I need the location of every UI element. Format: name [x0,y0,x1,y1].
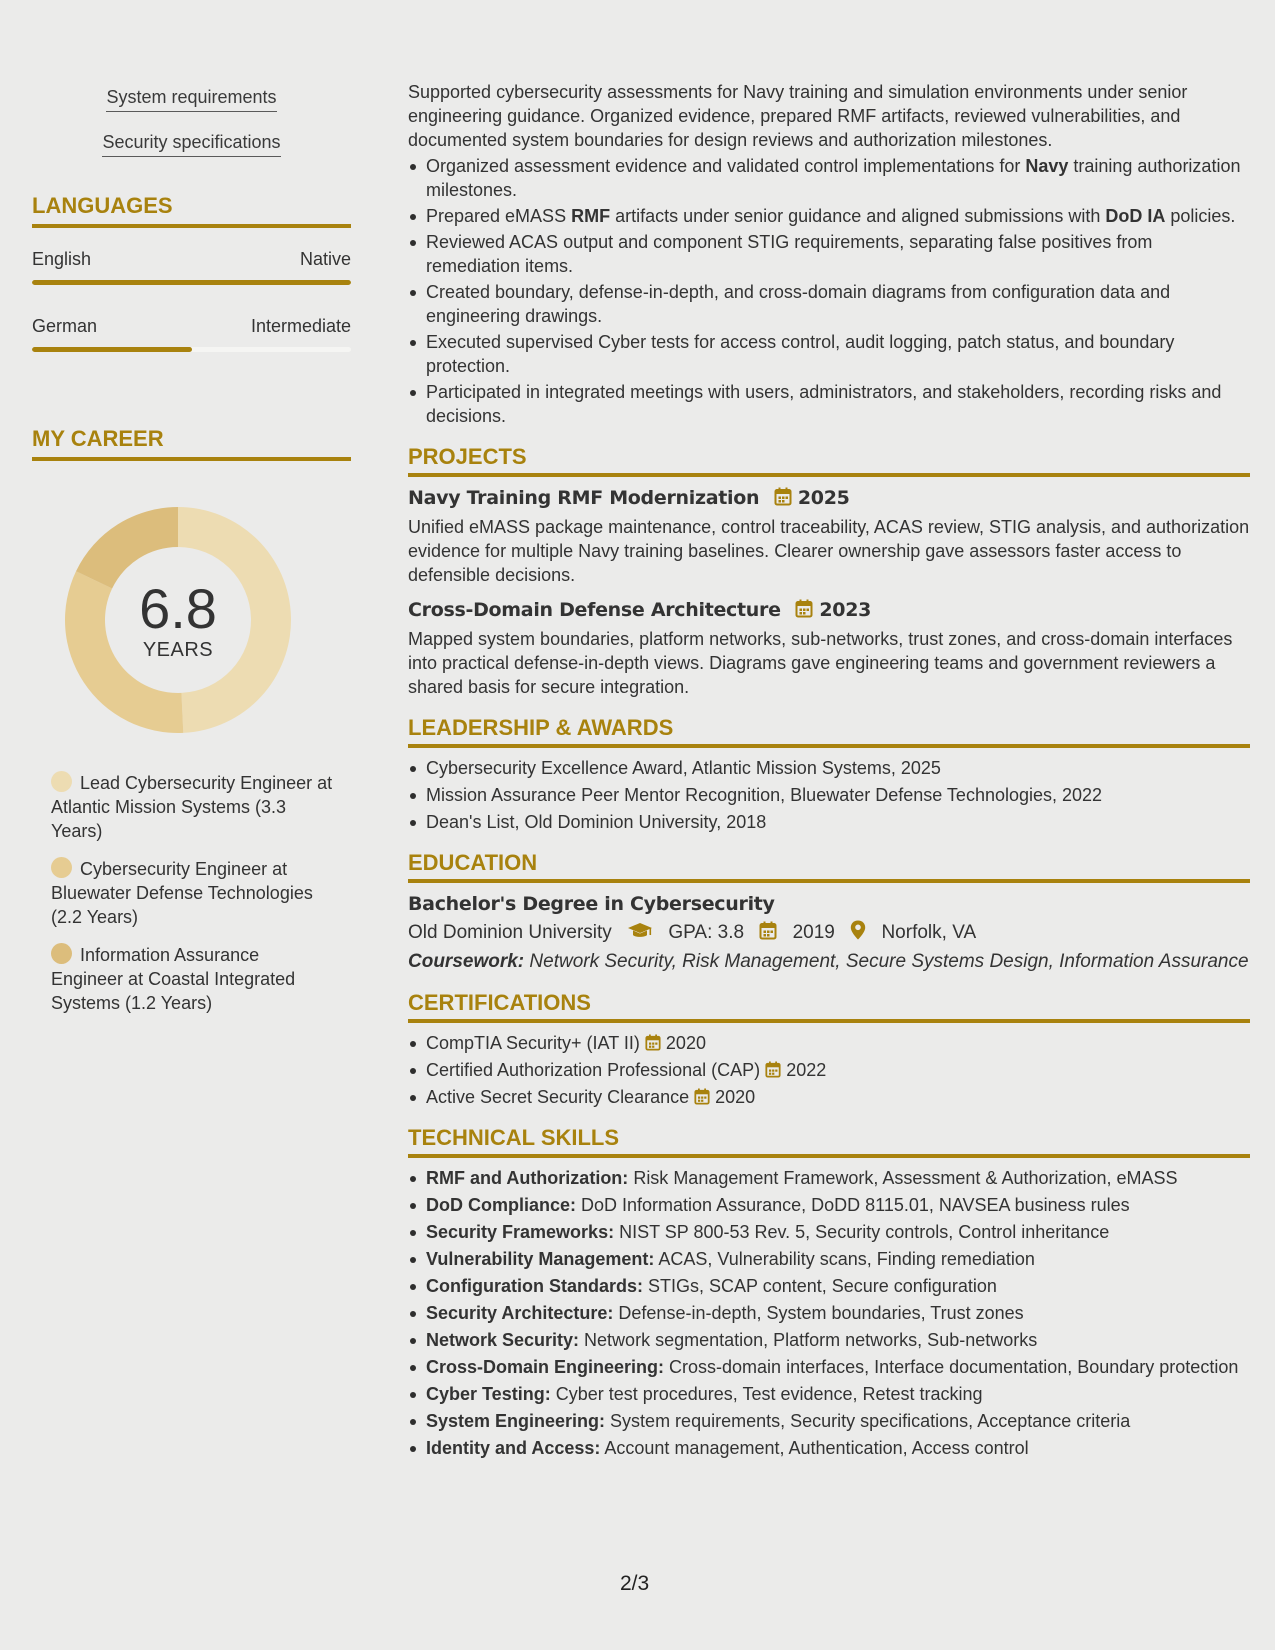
technical-skills-heading: TECHNICAL SKILLS [408,1125,1250,1158]
graduation-cap-icon [627,922,653,940]
language-item [32,315,351,352]
experience-bullets [408,154,1250,428]
education-coursework: Coursework: Network Security, Risk Management, Secure Systems Design, Information Assurance [408,951,1249,972]
project-year: 2023 [819,599,872,621]
skill-tag: Security specifications [102,131,280,157]
career-total-years: 6.8 [139,577,217,640]
education-gpa: GPA: 3.8 [668,922,745,943]
calendar-icon [694,1088,710,1105]
education-location: Norfolk, VA [881,922,977,943]
certifications-list [408,1031,1250,1109]
skill-item: RMF and Authorization: Risk Management Framework, Assessment & Authorization, eMASS [408,1166,1250,1190]
project-title: Navy Training RMF Modernization 2025 [408,487,850,509]
location-pin-icon [850,920,866,940]
certifications-heading: CERTIFICATIONS [408,990,1250,1023]
career-donut-chart [63,505,293,735]
awards-heading: LEADERSHIP & AWARDS [408,715,1250,748]
project-title: Cross-Domain Defense Architecture 2023 [408,599,872,621]
skill-item: Configuration Standards: STIGs, SCAP content, Secure configuration [408,1274,1250,1298]
experience-bullet: Reviewed ACAS output and component STIG requirements, separating false positives from remediation items. [408,230,1250,278]
language-bar [32,280,351,285]
sidebar [32,86,351,1029]
language-item [32,248,351,285]
education-school: Old Dominion University [408,922,612,943]
education-year: 2019 [792,922,835,943]
legend-item [51,857,336,929]
skill-item: Cyber Testing: Cyber test procedures, Test evidence, Retest tracking [408,1382,1250,1406]
calendar-icon [795,599,813,618]
experience-bullet: Participated in integrated meetings with users, administrators, and stakeholders, recording risks and decisions. [408,380,1250,428]
awards-list [408,756,1250,834]
skill-item: Security Architecture: Defense-in-depth, System boundaries, Trust zones [408,1301,1250,1325]
skill-item: System Engineering: System requirements, Security specifications, Acceptance criteria [408,1409,1250,1433]
education-degree: Bachelor's Degree in Cybersecurity [408,893,775,915]
skill-tag: System requirements [106,86,276,112]
language-bar-fill [32,280,351,285]
experience-bullet: Organized assessment evidence and validated control implementations for Navy training authorization milestones. [408,154,1250,202]
experience-intro: Supported cybersecurity assessments for Navy training and simulation environments under senior engineering guidance. Organized evidence, prepared RMF artifacts, reviewed vulnerabilities, and documented system boundaries for design reviews and authorization milestones. [408,82,1188,150]
page-number: 2/3 [620,1572,650,1595]
language-level: Native [299,249,351,269]
legend-dot [51,771,72,792]
legend-item [51,771,336,843]
experience-bullet: Prepared eMASS RMF artifacts under senior guidance and aligned submissions with DoD IA policies. [408,204,1250,228]
career-total-unit: YEARS [142,639,214,661]
skill-item: Security Frameworks: NIST SP 800-53 Rev. 5, Security controls, Control inheritance [408,1220,1250,1244]
legend-label: Cybersecurity Engineer at Bluewater Defense Technologies (2.2 Years) [51,859,313,927]
skill-item: Identity and Access: Account management, Authentication, Access control [408,1436,1250,1460]
language-name: German [32,316,98,336]
career-legend [51,771,336,1015]
project-year: 2025 [797,487,850,509]
languages-heading: LANGUAGES [32,193,351,228]
calendar-icon [765,1061,781,1078]
award-item: Dean's List, Old Dominion University, 2018 [408,810,1250,834]
calendar-icon [774,487,792,506]
projects-heading: PROJECTS [408,444,1250,477]
skill-item: Cross-Domain Engineering: Cross-domain interfaces, Interface documentation, Boundary protection [408,1355,1250,1379]
experience-bullet: Executed supervised Cyber tests for access control, audit logging, patch status, and boundary protection. [408,330,1250,378]
certification-item: Certified Authorization Professional (CAP) 2022 [408,1058,1250,1082]
skill-tags [32,86,351,157]
skill-item: Network Security: Network segmentation, Platform networks, Sub-networks [408,1328,1250,1352]
legend-label: Lead Cybersecurity Engineer at Atlantic Mission Systems (3.3 Years) [51,773,333,841]
calendar-icon [759,921,777,940]
skill-item: Vulnerability Management: ACAS, Vulnerability scans, Finding remediation [408,1247,1250,1271]
main-content [408,80,1250,1463]
legend-item [51,943,336,1015]
education-meta [408,920,1250,946]
experience-bullet: Created boundary, defense-in-depth, and cross-domain diagrams from configuration data and engineering drawings. [408,280,1250,328]
certification-item: CompTIA Security+ (IAT II) 2020 [408,1031,1250,1055]
award-item: Cybersecurity Excellence Award, Atlantic Mission Systems, 2025 [408,756,1250,780]
language-name: English [32,249,92,269]
language-bar [32,347,351,352]
project-description: Mapped system boundaries, platform networks, sub-networks, trust zones, and cross-domain interfaces into practical defense-in-depth views. Diagrams gave engineering teams and government reviewers a shared basis for secure integration. [408,629,1233,697]
calendar-icon [645,1034,661,1051]
certification-item: Active Secret Security Clearance 2020 [408,1085,1250,1109]
award-item: Mission Assurance Peer Mentor Recognition, Bluewater Defense Technologies, 2022 [408,783,1250,807]
technical-skills-list [408,1166,1250,1460]
legend-label: Information Assurance Engineer at Coastal Integrated Systems (1.2 Years) [51,945,296,1013]
project-description: Unified eMASS package maintenance, control traceability, ACAS review, STIG analysis, and authorization evidence for multiple Navy training baselines. Clearer ownership gave assessors faster access to defensible decisions. [408,517,1250,585]
language-bar-fill [32,347,192,352]
language-level: Intermediate [250,316,351,336]
legend-dot [51,857,72,878]
education-heading: EDUCATION [408,850,1250,883]
career-heading: MY CAREER [32,426,351,461]
skill-item: DoD Compliance: DoD Information Assurance, DoDD 8115.01, NAVSEA business rules [408,1193,1250,1217]
legend-dot [51,943,72,964]
